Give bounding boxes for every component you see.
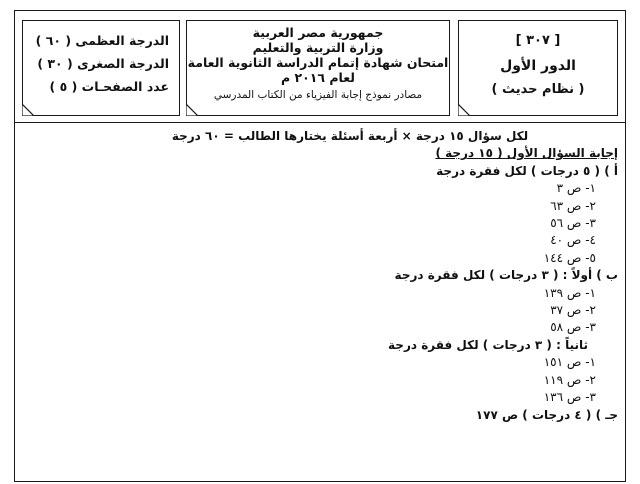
part-c-title: جـ ) ( ٤ درجات ) ص ١٧٧: [475, 407, 618, 422]
ministry-name: وزارة التربية والتعليم: [252, 40, 384, 55]
folded-corner-icon: [22, 104, 34, 116]
page-count: عدد الصفحـات ( ٥ ): [49, 79, 169, 94]
folded-corner-icon: [458, 104, 470, 116]
list-item: ١- ص ١٥١: [543, 355, 596, 370]
answer-key-content: [22, 128, 618, 424]
list-item: ١- ص ١٣٩: [543, 285, 596, 300]
part-b-second-title: ثانياً : ( ٣ درجات ) لكل فقرة درجة: [388, 337, 588, 352]
list-item: ٥- ص ١٤٤: [543, 250, 596, 265]
part-a-title: أ ) ( ٥ درجات ) لكل فقرة درجة: [436, 163, 618, 178]
exam-year: لعام ٢٠١٦ م: [280, 70, 355, 85]
header-divider: [14, 122, 626, 123]
list-item: ٢- ص ١١٩: [543, 372, 596, 387]
exam-session-box: [458, 20, 618, 116]
grades-box: [22, 20, 180, 116]
list-item: ١- ص ٣: [556, 181, 596, 196]
grading-intro: لكل سؤال ١٥ درجة × أربعة أسئلة يختارها الطالب = ٦٠ درجة: [171, 129, 529, 143]
exam-session: الدور الأول: [500, 58, 576, 74]
exam-code: [ ٣٠٧ ]: [515, 33, 561, 48]
exam-name: امتحان شهادة إتمام الدراسة الثانوية العامة: [187, 55, 449, 70]
list-item: ٢- ص ٦٣: [550, 198, 596, 213]
ministry-header-box: [186, 20, 450, 116]
question-1-title: إجابة السؤال الأول ( ١٥ درجة ): [435, 146, 618, 161]
country-name: جمهورية مصر العربية: [252, 25, 384, 40]
part-b-first-title: ب ) أولاً : ( ٣ درجات ) لكل فقرة درجة: [394, 268, 618, 283]
max-grade: الدرجة العظمى ( ٦٠ ): [35, 33, 169, 48]
exam-system: ( نظام حديث ): [491, 82, 585, 97]
list-item: ٣- ص ٥٦: [550, 216, 596, 231]
list-item: ٣- ص ٥٨: [550, 320, 596, 335]
list-item: ٢- ص ٣٧: [550, 303, 596, 318]
list-item: ٤- ص ٤٠: [550, 233, 596, 248]
folded-corner-icon: [186, 104, 198, 116]
list-item: ٣- ص ١٣٦: [543, 390, 596, 405]
answer-sources-caption: مصادر نموذج إجابة الفيزياء من الكتاب المدرسي: [213, 89, 423, 101]
min-grade: الدرجة الصغرى ( ٣٠ ): [37, 56, 169, 71]
